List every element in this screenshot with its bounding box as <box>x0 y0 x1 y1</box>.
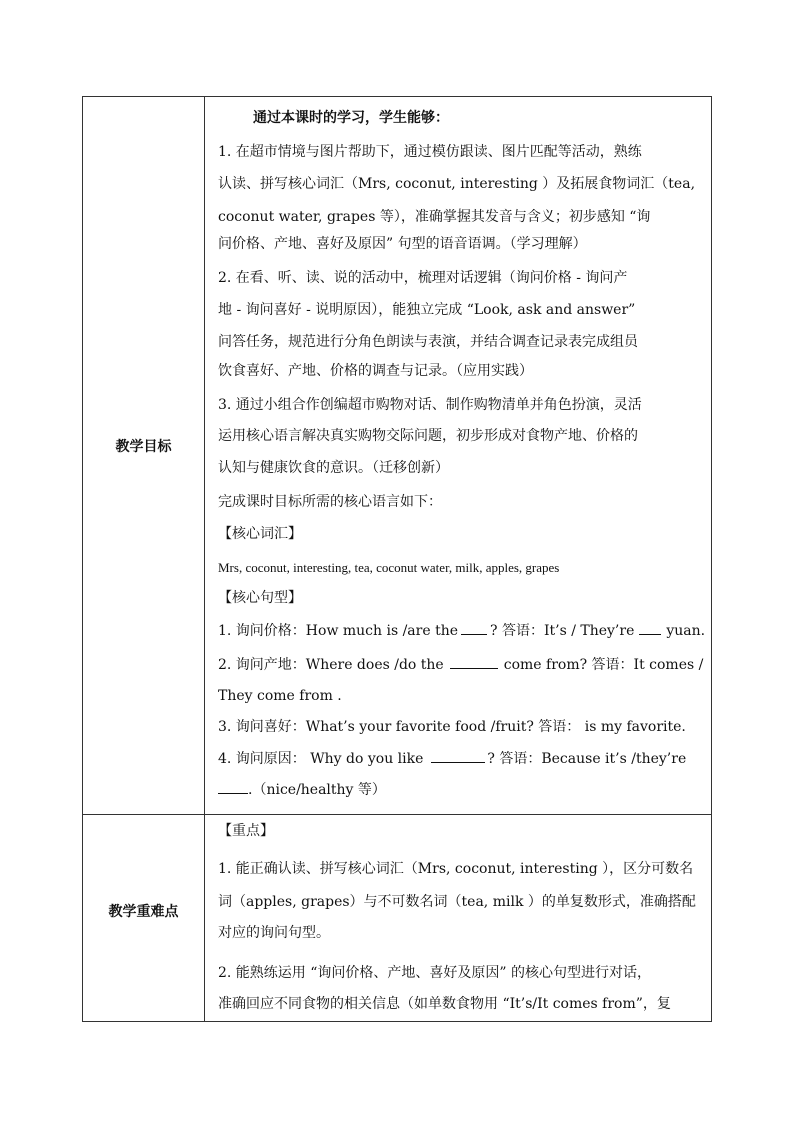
sentence-heading: 【核心句型】 <box>218 590 302 606</box>
objective-2-line: 2. 在看、听、读、说的活动中，梳理对话逻辑（询问价格 - 询问产 <box>218 270 628 286</box>
row-label-objectives: 教学目标 <box>115 439 172 455</box>
sentence-pattern-1: 1. 询问价格：How much is /are the ? 答语：It’s / They’re yuan. <box>218 623 706 639</box>
fill-blank <box>431 749 485 763</box>
key-point-1-line: 对应的询问句型。 <box>218 925 330 941</box>
sentence-pattern-3: 3. 询问喜好：What’s your favorite food /fruit? 答语： is my favorite. <box>218 719 686 735</box>
key-point-1-line: 1. 能正确认读、拼写核心词汇（Mrs, coconut, interesting ），区分可数名 <box>218 861 694 877</box>
objective-2-line: 地 - 询问喜好 - 说明原因），能独立完成 “Look, ask and answer” <box>218 302 636 318</box>
objective-3-line: 3. 通过小组合作创编超市购物对话、制作购物清单并角色扮演，灵活 <box>218 397 642 413</box>
sentence-pattern-2-cont: They come from . <box>218 688 342 704</box>
objectives-intro: 通过本课时的学习，学生能够： <box>253 110 449 126</box>
objective-1-line: 认读、拼写核心词汇（Mrs, coconut, interesting ）及拓展食物词汇（tea, <box>218 176 696 192</box>
lesson-table <box>82 96 712 1022</box>
objective-1-line: coconut water, grapes 等），准确掌握其发音与含义；初步感知 “询 <box>218 209 651 225</box>
vocab-heading: 【核心词汇】 <box>218 526 302 542</box>
objective-1-line: 问价格、产地、喜好及原因” 句型的语音语调。（学习理解） <box>218 236 587 252</box>
row-divider <box>83 814 711 815</box>
vocab-list: Mrs, coconut, interesting, tea, coconut water, milk, apples, grapes <box>218 560 560 575</box>
sentence-pattern-4: 4. 询问原因： Why do you like ? 答语：Because it’s /they’re <box>218 751 687 767</box>
objective-2-line: 问答任务，规范进行分角色朗读与表演，并结合调查记录表完成组员 <box>218 334 638 350</box>
sentence-pattern-4-cont: .（nice/healthy 等） <box>218 780 386 800</box>
key-point-2-line: 2. 能熟练运用 “询问价格、产地、喜好及原因” 的核心句型进行对话， <box>218 965 652 981</box>
key-points-heading: 【重点】 <box>218 823 274 839</box>
objective-2-line: 饮食喜好、产地、价格的调查与记录。（应用实践） <box>218 363 533 379</box>
sentence-pattern-2: 2. 询问产地：Where does /do the come from? 答语：It comes / <box>218 657 704 673</box>
fill-blank <box>218 780 248 794</box>
objective-3-line: 运用核心语言解决真实购物交际问题，初步形成对食物产地、价格的 <box>218 428 638 444</box>
fill-blank <box>639 621 661 635</box>
row-label-key-points: 教学重难点 <box>108 904 179 920</box>
objective-1-line: 1. 在超市情境与图片帮助下，通过模仿跟读、图片匹配等活动，熟练 <box>218 144 642 160</box>
fill-blank <box>461 621 487 635</box>
column-divider <box>204 97 205 1021</box>
objective-3-line: 认知与健康饮食的意识。（迁移创新） <box>218 460 449 476</box>
core-language-intro: 完成课时目标所需的核心语言如下： <box>218 494 442 510</box>
key-point-1-line: 词（apples, grapes）与不可数名词（tea, milk ）的单复数形式，准确搭配 <box>218 894 696 910</box>
key-point-2-line: 准确回应不同食物的相关信息（如单数食物用 “It’s/It comes from”，复 <box>218 996 671 1012</box>
fill-blank <box>450 655 498 669</box>
